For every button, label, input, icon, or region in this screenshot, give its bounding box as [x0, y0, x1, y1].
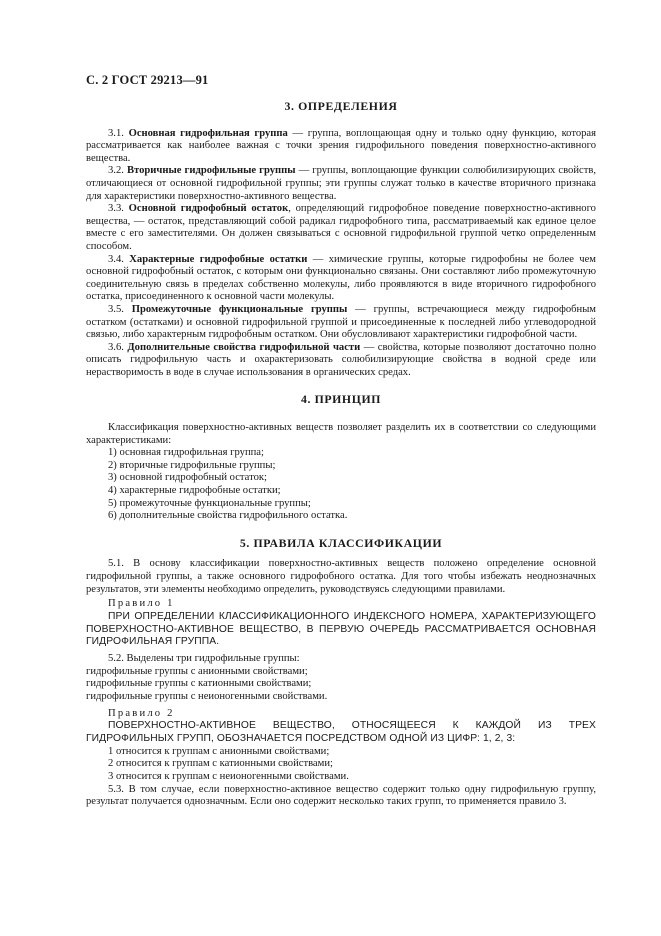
principle-list-item: 4) характерные гидрофобные остатки;: [108, 485, 281, 497]
page-content: [86, 98, 596, 809]
principle-list-item: 2) вторичные гидрофильные группы;: [108, 459, 276, 471]
definition-3-1: 3.1. Основная гидрофильная группа — группа, воплощающая одну и только одну функцию, которая рассматривается как наиболее важная с точки зрения гидрофильного поведения поверхностно-активного вещества.: [86, 127, 596, 164]
definition-3-2: 3.2. Вторичные гидрофильные группы — группы, воплощающие функции солюбилизирующих свойств, отличающиеся от основной гидрофильной группы; эти группы служат только в качестве вторичного признака для характеристики поверхностно-активного вещества.: [86, 165, 596, 202]
principle-intro: Классификация поверхностно-активных веществ позволяет разделить их в соответствии со следующими характеристиками:: [86, 422, 596, 446]
rule-2-text: ПОВЕРХНОСТНО-АКТИВНОЕ ВЕЩЕСТВО, ОТНОСЯЩЕЕСЯ К КАЖДОЙ ИЗ ТРЕХ ГИДРОФИЛЬНЫХ ГРУПП, ОБОЗНАЧАЕТСЯ ПОСРЕДСТВОМ ОДНОЙ ИЗ ЦИФР: 1, 2, 3:: [86, 720, 596, 744]
section-5-heading: 5. ПРАВИЛА КЛАССИФИКАЦИИ: [239, 535, 443, 550]
principle-list-item: 5) промежуточные функциональные группы;: [108, 497, 311, 509]
rule-1-text: ПРИ ОПРЕДЕЛЕНИИ КЛАССИФИКАЦИОННОГО ИНДЕКСНОГО НОМЕРА, ХАРАКТЕРИЗУЮЩЕГО ПОВЕРХНОСТНО-АКТИВНОЕ ВЕЩЕСТВО, В ПЕРВУЮ ОЧЕРЕДЬ РАССМАТРИВАЕТСЯ ОСНОВНАЯ ГИДРОФИЛЬНАЯ ГРУППА.: [86, 610, 596, 648]
rule-5-2: 5.2. Выделены три гидрофильные группы:: [108, 653, 300, 665]
rule-1-label: Правило 1: [108, 598, 175, 610]
group-item: гидрофильные группы с неионогенными свойствами.: [86, 690, 328, 702]
principle-list-item: 6) дополнительные свойства гидрофильного остатка.: [108, 510, 348, 522]
definition-3-5: 3.5. Промежуточные функциональные группы — группы, встречающиеся между гидрофобным остатком (остатками) и основной гидрофильной группой и присоединенные к последней либо углеводородной связью, либо характерным гидрофобным остатком. Они обусловливают характеристики гидрофобной части.: [86, 303, 597, 341]
digit-item: 2 относится к группам с катионными свойствами;: [108, 758, 333, 770]
principle-list-item: 1) основная гидрофильная группа;: [108, 447, 264, 459]
group-item: гидрофильные группы с катионными свойствами;: [86, 678, 312, 690]
digit-item: 1 относится к группам с анионными свойствами;: [108, 745, 330, 757]
section-3-heading: 3. ОПРЕДЕЛЕНИЯ: [284, 99, 398, 113]
rule-5-1: 5.1. В основу классификации поверхностно-активных веществ положено определение основной гидрофильной группы, а также основного гидрофобного остатка. Для того чтобы избежать неоднозначных результатов, эти элементы необходимо определить, руководствуясь следующими правилами.: [86, 558, 596, 595]
rule-2-label: Правило 2: [108, 707, 175, 719]
definition-3-4: 3.4. Характерные гидрофобные остатки — химические группы, которые гидрофобны не более чем основной гидрофобный остаток, с которым они функционально связаны. Они составляют либо промежуточную соединительную связь в пределах собственно молекулы, либо проявляются в виде вторичного гидрофобного остатка, присоединенного к основной части молекулы.: [86, 253, 597, 303]
group-item: гидрофильные группы с анионными свойствами;: [86, 665, 308, 677]
digit-item: 3 относится к группам с неионогенными свойствами.: [108, 770, 349, 782]
section-4-heading: 4. ПРИНЦИП: [300, 392, 382, 407]
page-header: С. 2 ГОСТ 29213—91: [86, 73, 209, 87]
principle-list-item: 3) основной гидрофобный остаток;: [108, 472, 267, 484]
definition-3-3: 3.3. Основной гидрофобный остаток, определяющий гидрофобное поведение поверхностно-активного вещества, — остаток, представляющий собой радикал гидрофобного типа, рассматриваемый как единое целое вместе с его заместителями. Он должен связываться с основной гидрофильной группой четко определенным способом.: [86, 203, 596, 252]
rule-5-3: 5.3. В том случае, если поверхностно-активное вещество содержит только одну гидрофильную группу, результат получается однозначным. Если оно содержит несколько таких групп, то применяется правило 3.: [86, 783, 596, 808]
definition-3-6: 3.6. Дополнительные свойства гидрофильной части — свойства, которые позволяют достаточно полно описать гидрофильную часть и охарактеризовать солюбилизирующие свойства в водной среде или нерастворимость в воде в случае использования в органических средах.: [86, 341, 597, 378]
